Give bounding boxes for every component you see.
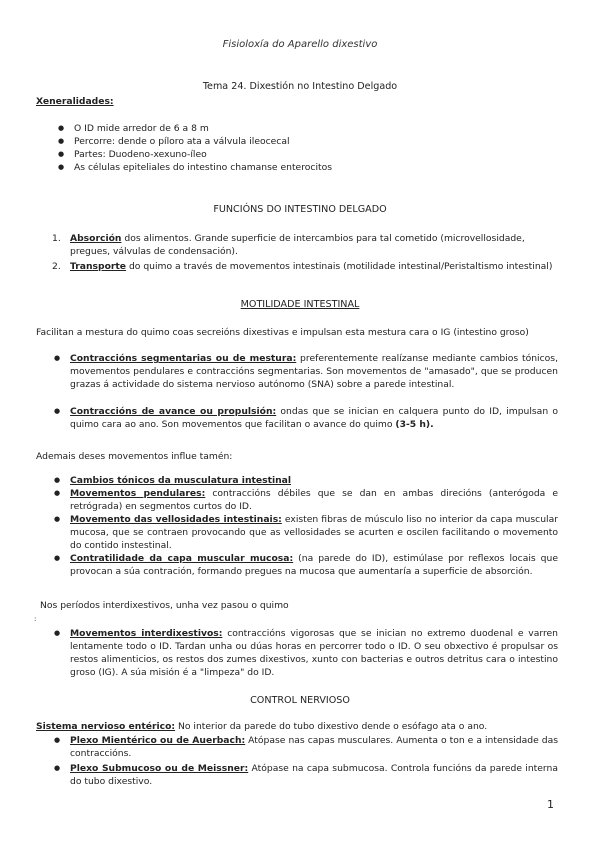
influence-list — [54, 474, 558, 578]
stray-mark: : — [34, 615, 37, 623]
item-term: Contraccións segmentarias ou de mestura: — [70, 353, 297, 364]
control-heading: CONTROL NERVIOSO — [250, 695, 350, 706]
item-text: Atópase na capa submucosa. Controla funcións da parede interna do tubo dixestivo. — [70, 763, 558, 787]
item-text: dos alimentos. Grande superficie de intercambios para tal cometido (microvellosidade, pregues, válvulas de condensación). — [70, 233, 525, 257]
motilidade-heading: MOTILIDADE INTESTINAL — [240, 299, 360, 310]
list-item: ● Partes: Duodeno-xexuno-íleo — [58, 148, 558, 161]
item-text: ondas que se inician en calquera punto do ID, impulsan o quimo cara ao ano. Son movementos que facilitan o avance do quimo — [70, 406, 558, 430]
list-item — [54, 552, 558, 578]
list-item: ● Percorre: dende o píloro ata a válvula ileocecal — [58, 135, 558, 148]
item-term: Absorción — [70, 233, 122, 244]
item-number: 2. — [52, 261, 61, 272]
interdigestive-list — [54, 627, 558, 679]
motilidade-intro: Facilitan a mestura do quimo coas secreións dixestivas e impulsan esta mestura cara o IG (intestino groso) — [36, 327, 529, 338]
item-text: (na parede do ID), estimúlase por reflexos locais que provocan a súa contración, formando pregues na mucosa que aumentaría a superficie de absorción. — [70, 553, 558, 577]
item-text: contraccións vigorosas que se inician no extremo duodenal e varren lentamente todo o ID. Tardan unha ou dúas horas en percorrer todo o ID. O seu obxectivo é propulsar os restos alimenticios, os restos dos zumes dixestivos, xunto con bacterias e outros detritus cara o intestino groso (IG). A súa misión é a "limpeza" do ID. — [70, 628, 558, 678]
item-text: preferentemente realízanse mediante cambios tónicos, movementos pendulares e contraccións segmentarias. Son movementos de "amasado", que se producen grazas á actividade do sistema nervioso autónomo (SNA) sobre a parede intestinal. — [70, 353, 558, 390]
item-term: Transporte — [70, 261, 127, 272]
list-item — [54, 487, 558, 513]
list-item — [54, 627, 558, 679]
interdigestive-intro: Nos períodos interdixestivos, unha vez pasou o quimo — [40, 600, 289, 611]
item-text: existen fibras de músculo liso no interior da capa muscular mucosa, que se contraen provocando que as vellosidades se acurten e oscilen facilitando o movemento do contido instestinal. — [70, 514, 558, 551]
xeneralidades-list — [58, 122, 558, 174]
item-term: Plexo Mientérico ou de Auerbach: — [70, 735, 246, 746]
list-item — [54, 405, 558, 431]
page-header: Fisioloxía do Aparello dixestivo — [222, 39, 378, 50]
motilidade-list — [54, 352, 558, 431]
funcions-list — [52, 232, 558, 273]
list-item — [54, 352, 558, 391]
list-item: ● As células epiteliales do intestino chamanse enterocitos — [58, 161, 558, 174]
xeneralidades-heading — [36, 95, 114, 108]
page-title: Tema 24. Dixestión no Intestino Delgado — [202, 81, 398, 92]
item-bold-tail: (3-5 h). — [395, 419, 434, 430]
item-term: Plexo Submucoso ou de Meissner: — [70, 763, 249, 774]
item-term: Contraccións de avance ou propulsión: — [70, 406, 277, 417]
funcions-heading: FUNCIÓNS DO INTESTINO DELGADO — [213, 204, 387, 215]
list-item — [52, 232, 558, 258]
list-item — [52, 260, 558, 273]
item-number: 1. — [52, 233, 61, 244]
page-number: 1 — [547, 798, 554, 811]
enteric-text: No interior da parede do tubo dixestivo dende o esófago ata o ano. — [175, 721, 488, 732]
item-text: do quimo a través de movementos intestinais (motilidade intestinal/Peristaltismo intestinal) — [126, 261, 553, 272]
influence-intro: Ademais deses movementos influe tamén: — [36, 451, 233, 462]
item-term: Cambios tónicos da musculatura intestinal — [70, 475, 292, 486]
item-term: Contratilidade da capa muscular mucosa: — [70, 553, 294, 564]
item-text: Atópase nas capas musculares. Aumenta o ton e a intensidade das contraccións. — [70, 735, 558, 759]
list-item — [54, 474, 558, 487]
list-item — [54, 762, 558, 788]
item-term: Movementos pendulares: — [70, 488, 206, 499]
list-item — [54, 734, 558, 760]
list-item — [54, 513, 558, 552]
enteric-line — [36, 720, 564, 733]
list-item: ● O ID mide arredor de 6 a 8 m — [58, 122, 558, 135]
enteric-term: Sistema nervioso entérico: — [36, 721, 176, 732]
xeneralidades-heading-text: Xeneralidades: — [36, 96, 114, 107]
item-term: Movementos interdixestivos: — [70, 628, 223, 639]
item-text: contraccións débiles que se dan en ambas direcións (anterógoda e retrógrada) en segmentos curtos do ID. — [70, 488, 558, 512]
control-list — [54, 734, 558, 788]
item-term: Movemento das vellosidades intestinais: — [70, 514, 282, 525]
